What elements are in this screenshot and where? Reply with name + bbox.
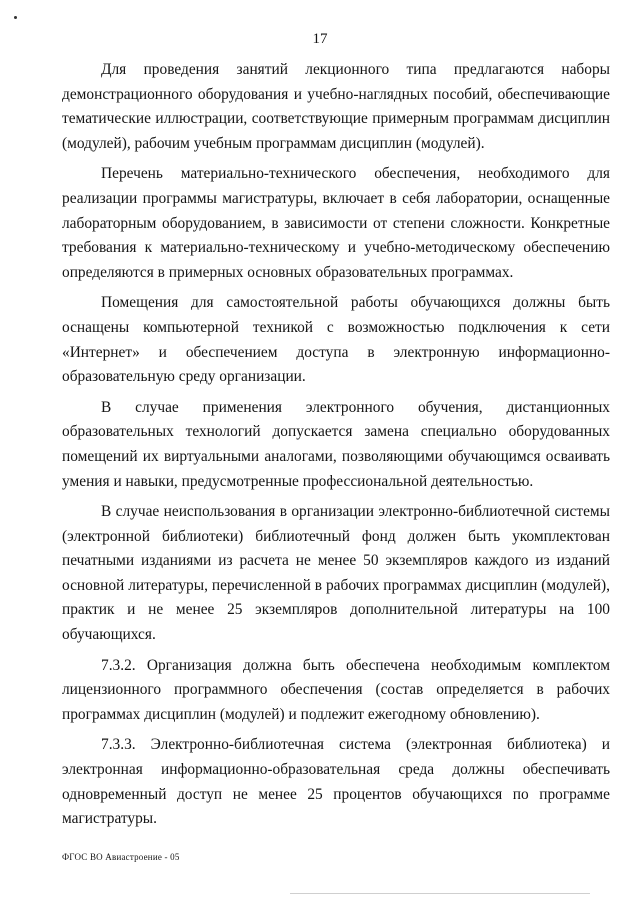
- body-text: [62, 58, 610, 832]
- page-number: 17: [312, 31, 328, 47]
- scan-edge-line: [290, 893, 590, 894]
- paragraph-self-study-rooms: Помещения для самостоятельной работы обучающихся должны быть оснащены компьютерной техникой с возможностью подключения к сети «Интернет» и обеспечением доступа в электронную информационно-образовательную среду организации.: [62, 294, 610, 386]
- paragraph-7-3-2: 7.3.2. Организация должна быть обеспечена необходимым комплектом лицензионного программного обеспечения (состав определяется в рабочих программах дисциплин (модулей) и подлежит ежегодному обновлению).: [62, 656, 610, 723]
- paragraph-e-learning: В случае применения электронного обучения, дистанционных образовательных технологий допускается замена специально оборудованных помещений их виртуальными аналогами, позволяющими обучающимся осваивать умения и навыки, предусмотренные профессиональной деятельностью.: [62, 398, 610, 490]
- paragraph-lecture-equipment: Для проведения занятий лекционного типа предлагаются наборы демонстрационного оборудования и учебно-наглядных пособий, обеспечивающие тематические иллюстрации, соответствующие примерным программам дисциплин (модулей), рабочим учебным программам дисциплин (модулей).: [62, 61, 610, 152]
- paragraph-material-support: Перечень материально-технического обеспечения, необходимого для реализации программы магистратуры, включает в себя лаборатории, оснащенные лабораторным оборудованием, в зависимости от степени сложности. Конкретные требования к материально-техническому и учебно-методическому обеспечению определяются в примерных основных образовательных программах.: [62, 165, 610, 281]
- footer-doc-code: ФГОС ВО Авиастроение - 05: [62, 852, 180, 862]
- scan-speck: [14, 16, 17, 19]
- paragraph-7-3-3: 7.3.3. Электронно-библиотечная система (электронная библиотека) и электронная информационно-образовательная среда должны обеспечивать одновременный доступ не менее 25 процентов обучающихся по программе магистратуры.: [62, 736, 610, 828]
- paragraph-library-fund: В случае неиспользования в организации электронно-библиотечной системы (электронной библиотеки) библиотечный фонд должен быть укомплектован печатными изданиями из расчета не менее 50 экземпляров каждого из изданий основной литературы, перечисленной в рабочих программах дисциплин (модулей), практик и не менее 25 экземпляров дополнительной литературы на 100 обучающихся.: [62, 503, 610, 644]
